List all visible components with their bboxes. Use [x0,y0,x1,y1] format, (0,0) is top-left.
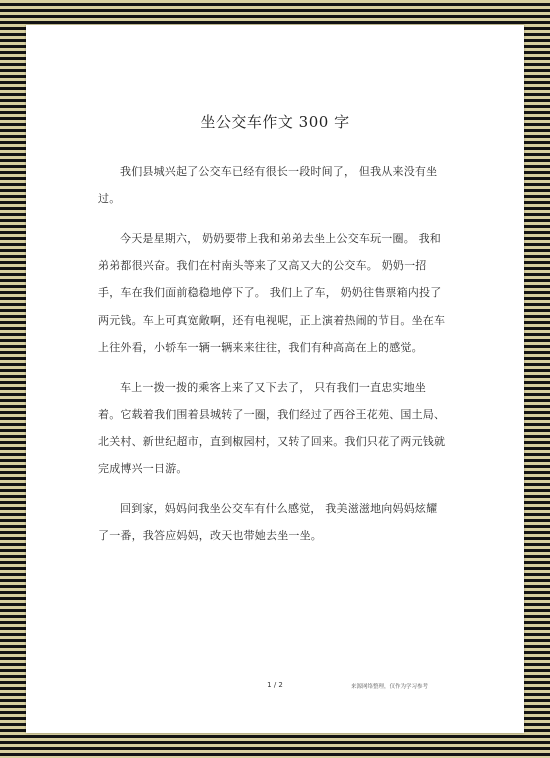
source-note: 来源网络整理，仅作为学习参考 [350,684,428,690]
paragraph-2: 今天是星期六， 奶奶要带上我和弟弟去坐上公交车玩一圈。 我和弟弟都很兴奋。我们在村南头等来了又高又大的公交车。 奶奶一招手，车在我们面前稳稳地停下了。 我们上了车， 奶奶往售票箱内投了两元钱。车上可真宽敞啊，还有电视呢，正上演着热闹的节目。坐在车上往外看，小轿车一辆一辆来来往往，我们有种高高在上的感觉。 [98,232,446,354]
paragraph-4: 回到家，妈妈问我坐公交车有什么感觉， 我美滋滋地向妈妈炫耀了一番，我答应妈妈，改天也带她去坐一坐。 [98,502,438,543]
document-body [98,158,448,549]
paragraph-3: 车上一拨一拨的乘客上来了又下去了， 只有我们一直忠实地坐着。它载着我们围着县城转了一圈，我们经过了西谷王花苑、国土局、北关村、新世纪超市，直到椒园村，又转了回来。我们只花了两元钱就完成博兴一日游。 [98,380,446,476]
document-title: 坐公交车作文 300 字 [200,113,350,131]
paragraph-1: 我们县城兴起了公交车已经有很长一段时间了， 但我从来没有坐过。 [98,165,438,206]
page-number: 1 / 2 [267,681,283,689]
document-page [26,25,524,733]
